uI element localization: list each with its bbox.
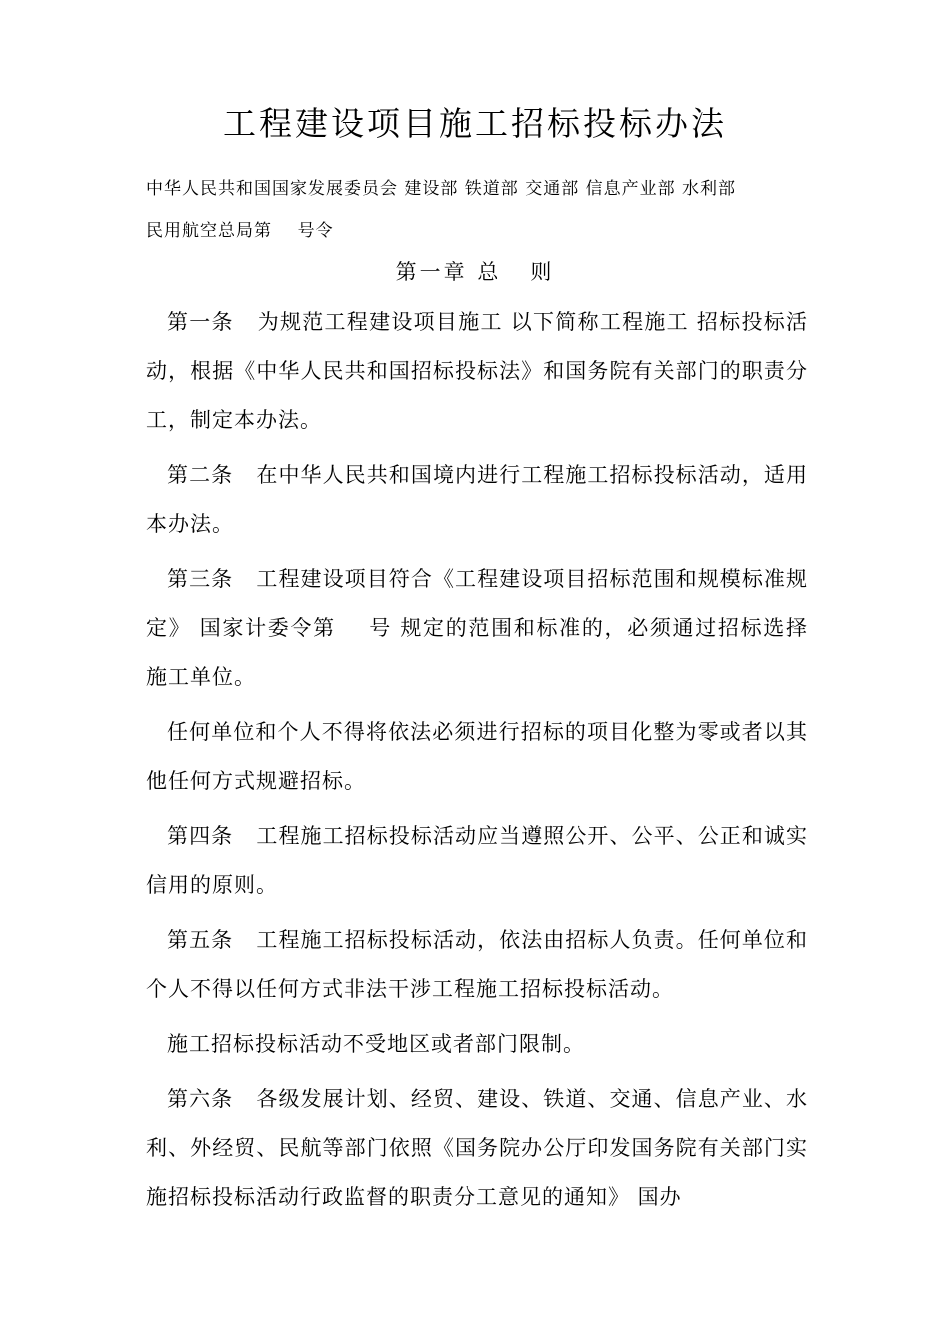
article-5: 第五条 工程施工招标投标活动，依法由招标人负责。任何单位和个人不得以任何方式非法干涉工程施工招标投标活动。	[146, 928, 808, 1001]
article-2: 第二条 在中华人民共和国境内进行工程施工招标投标活动，适用本办法。	[146, 463, 808, 536]
issuer-line-1: 中华人民共和国国家发展委员会 建设部 铁道部 交通部 信息产业部 水利部	[146, 179, 737, 199]
chapter-heading: 第一章 总 则	[395, 260, 555, 284]
article-3-clause-2: 任何单位和个人不得将依法必须进行招标的项目化整为零或者以其他任何方式规避招标。	[146, 720, 808, 793]
article-5-clause-2: 施工招标投标活动不受地区或者部门限制。	[167, 1032, 585, 1056]
article-1: 第一条 为规范工程建设项目施工 以下简称工程施工 招标投标活动，根据《中华人民共和国招标投标法》和国务院有关部门的职责分工，制定本办法。	[146, 310, 808, 432]
article-3: 第三条 工程建设项目符合《工程建设项目招标范围和规模标准规定》 国家计委令第 号 规定的范围和标准的，必须通过招标选择施工单位。	[146, 567, 808, 689]
document-body	[146, 298, 808, 1228]
article-4: 第四条 工程施工招标投标活动应当遵照公开、公平、公正和诚实信用的原则。	[146, 824, 808, 897]
issuer-line-2: 民用航空总局第 号令	[146, 221, 334, 241]
issuer-block	[146, 168, 826, 252]
document-title: 工程建设项目施工招标投标办法	[223, 104, 727, 143]
article-6: 第六条 各级发展计划、经贸、建设、铁道、交通、信息产业、水利、外经贸、民航等部门依照《国务院办公厅印发国务院有关部门实施招标投标活动行政监督的职责分工意见的通知》 国办	[146, 1087, 808, 1209]
